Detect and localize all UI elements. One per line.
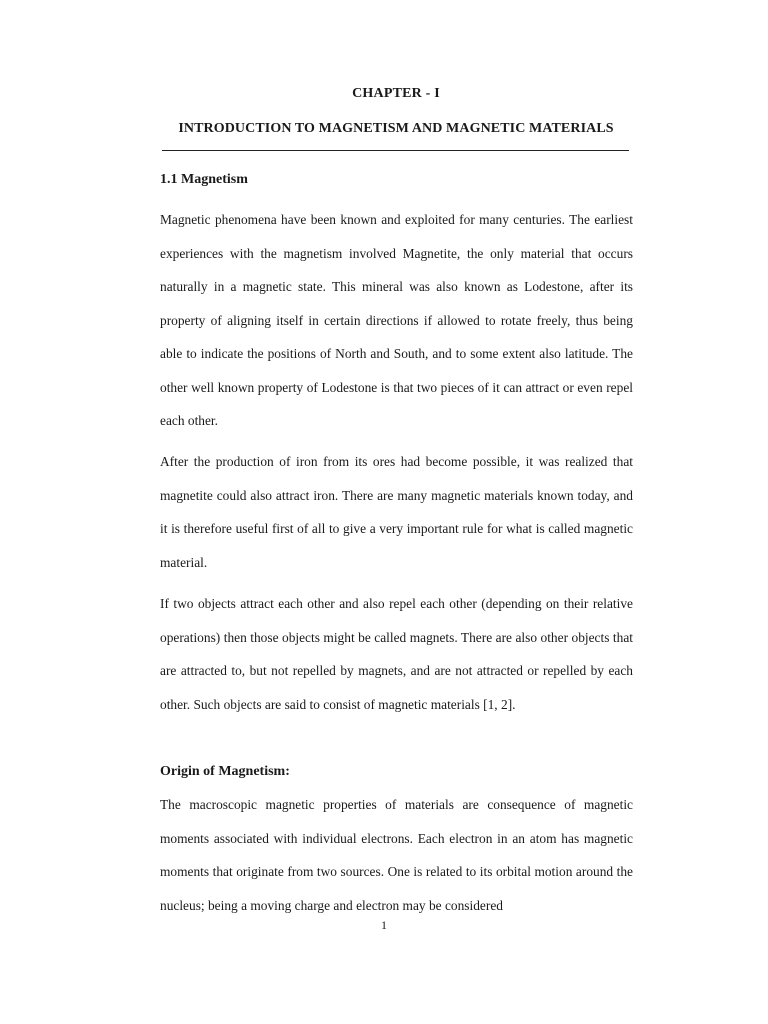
section-heading-magnetism: 1.1 Magnetism: [160, 172, 248, 187]
paragraph-magnet-definition: If two objects attract each other and also repel each other (depending on their relative operations) then those objects might be called magnets. There are also other objects that are attracted to, but not repelled by magnets, and are not attracted or repelled by each other. Such objects are said to consist of magnetic materials [1, 2].: [160, 596, 633, 712]
section-heading-origin: Origin of Magnetism:: [160, 764, 290, 779]
paragraph-magnetism-history: Magnetic phenomena have been known and exploited for many centuries. The earliest experiences with the magnetism involved Magnetite, the only material that occurs naturally in a magnetic state. This mineral was also known as Lodestone, after its property of aligning itself in certain directions if allowed to rotate freely, thus being able to indicate the positions of North and South, and to some extent also latitude. The other well known property of Lodestone is that two pieces of it can attract or even repel each other.: [160, 212, 633, 428]
paragraph-iron-production: After the production of iron from its ores had become possible, it was realized that magnetite could also attract iron. There are many magnetic materials known today, and it is therefore useful first of all to give a very important rule for what is called magnetic material.: [160, 454, 633, 570]
chapter-label: CHAPTER - I: [352, 86, 440, 101]
paragraph-origin-of-magnetism: The macroscopic magnetic properties of materials are consequence of magnetic moments associated with individual electrons. Each electron in an atom has magnetic moments that originate from two sources. One is related to its orbital motion around the nucleus; being a moving charge and electron may be considered: [160, 797, 633, 913]
page-number: [0, 918, 768, 933]
title-underline: [162, 150, 629, 151]
chapter-title: INTRODUCTION TO MAGNETISM AND MAGNETIC MATERIALS: [178, 121, 614, 136]
page-number-text: 1: [381, 918, 387, 932]
